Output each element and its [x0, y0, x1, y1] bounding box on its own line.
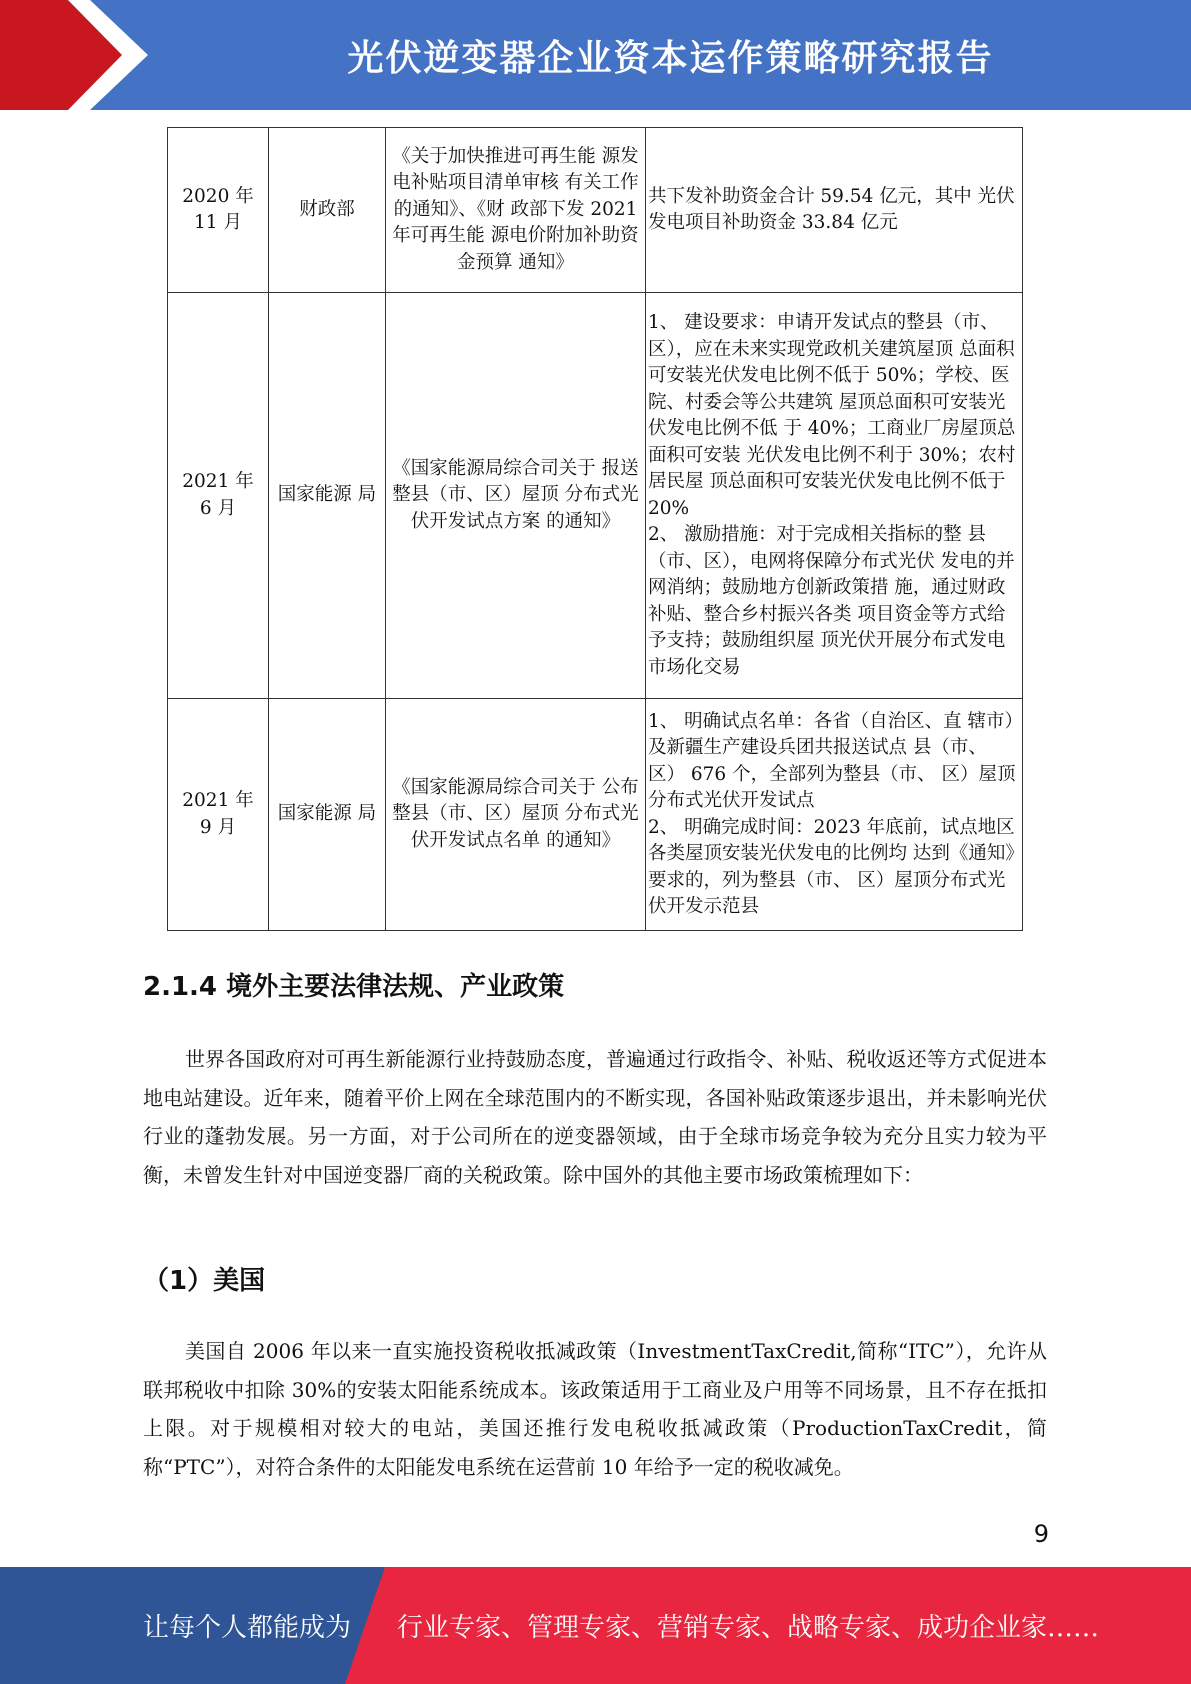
body-paragraph: 美国自 2006 年以来一直实施投资税收抵减政策（InvestmentTaxCredit,简称“ITC”），允许从联邦税收中扣除 30%的安装太阳能系统成本。该政策适用于工商业及户用等不同场景，且不存在抵扣上限。对于规模相对较大的电站，美国还推行发电税收抵减政策（ProductionTaxCredit，简称“PTC”），对符合条件的太阳能发电系统在运营前 10 年给予一定的税收减免。	[143, 1339, 1047, 1479]
table-cell-content: 1、 建设要求：申请开发试点的整县（市、 区），应在未来实现党政机关建筑屋顶 总面积可安装光伏发电比例不低于 50%；学校、医院、村委会等公共建筑 屋顶总面积可安装光伏发电比例不低 于 40%；工商业厂房屋顶总面积可安装 光伏发电比例不利于 30%；农村居民屋 顶总面积可安装光伏发电比例不低于 20% 2、 激励措施：对于完成相关指标的整 县（市、区），电网将保障分布式光伏 发电的并网消纳；鼓励地方创新政策措 施，通过财政补贴、整合乡村振兴各类 项目资金等方式给予支持；鼓励组织屋 顶光伏开展分布式发电市场化交易	[646, 293, 1023, 699]
footer-slogan-left: 让每个人都能成为	[143, 1613, 352, 1643]
subsection-heading: （1）美国	[143, 1266, 266, 1296]
footer-banner	[0, 1567, 1191, 1684]
page-number: 9	[1033, 1520, 1049, 1548]
table-cell-content: 共下发补助资金合计 59.54 亿元，其中 光伏发电项目补助资金 33.84 亿元	[646, 128, 1023, 293]
table-row	[168, 293, 1023, 699]
table-row	[168, 699, 1023, 931]
table-cell-date: 2021 年 9 月	[168, 699, 269, 931]
table-cell-date: 2021 年 6 月	[168, 293, 269, 699]
header-banner	[0, 0, 1191, 110]
table-cell-department: 国家能源 局	[269, 699, 386, 931]
table-row	[168, 128, 1023, 293]
table-cell-document: 《关于加快推进可再生能 源发电补贴项目清单审核 有关工作的通知》、《财 政部下发 2021 年可再生能 源电价附加补助资金预算 通知》	[386, 128, 646, 293]
table-cell-content: 1、 明确试点名单：各省（自治区、直 辖市）及新疆生产建设兵团共报送试点 县（市、区） 676 个，全部列为整县（市、 区）屋顶分布式光伏开发试点 2、 明确完成时间：2023 年底前，试点地区各类屋顶安装光伏发电的比例均 达到《通知》要求的，列为整县（市、 区）屋顶分布式光伏开发示范县	[646, 699, 1023, 931]
policy-table	[167, 127, 1023, 931]
section-heading: 2.1.4 境外主要法律法规、产业政策	[143, 972, 565, 1002]
table-cell-department: 财政部	[269, 128, 386, 293]
table-cell-date: 2020 年 11 月	[168, 128, 269, 293]
footer-slogan-right: 行业专家、管理专家、营销专家、战略专家、成功企业家……	[397, 1613, 1100, 1643]
table-cell-department: 国家能源 局	[269, 293, 386, 699]
table-cell-document: 《国家能源局综合司关于 报送整县（市、区）屋顶 分布式光伏开发试点方案 的通知》	[386, 293, 646, 699]
report-title: 光伏逆变器企业资本运作策略研究报告	[347, 37, 994, 79]
body-paragraph: 世界各国政府对可再生新能源行业持鼓励态度，普遍通过行政指令、补贴、税收返还等方式促进本地电站建设。近年来，随着平价上网在全球范围内的不断实现，各国补贴政策逐步退出，并未影响光伏行业的蓬勃发展。另一方面，对于公司所在的逆变器领域，由于全球市场竞争较为充分且实力较为平衡，未曾发生针对中国逆变器厂商的关税政策。除中国外的其他主要市场政策梳理如下：	[143, 1047, 1047, 1187]
chevron-arrow-icon	[0, 0, 160, 110]
table-cell-document: 《国家能源局综合司关于 公布整县（市、区）屋顶 分布式光伏开发试点名单 的通知》	[386, 699, 646, 931]
